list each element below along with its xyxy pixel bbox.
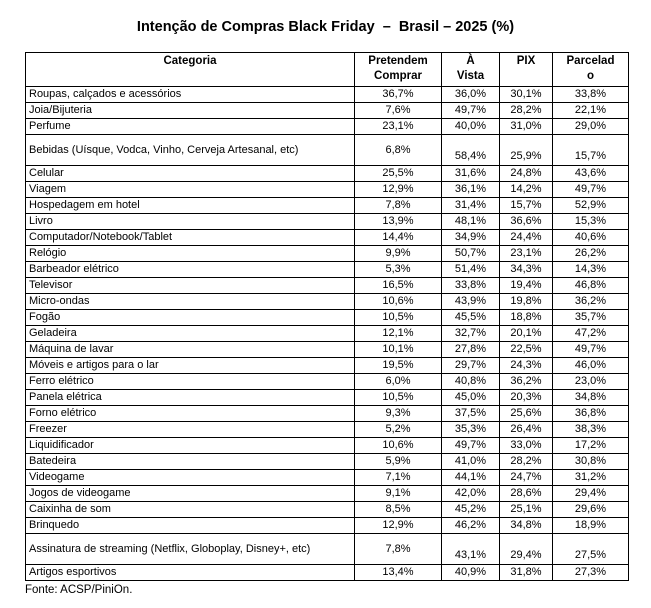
table-row bbox=[26, 87, 629, 103]
category-cell: Ferro elétrico bbox=[26, 374, 355, 390]
value-cell: 36,0% bbox=[442, 87, 500, 103]
value-cell: 28,2% bbox=[500, 103, 553, 119]
value-cell: 9,9% bbox=[355, 246, 442, 262]
table-row bbox=[26, 214, 629, 230]
value-cell: 45,2% bbox=[442, 502, 500, 518]
value-cell: 29,0% bbox=[553, 119, 629, 135]
value-cell: 31,8% bbox=[500, 565, 553, 581]
value-cell: 10,5% bbox=[355, 310, 442, 326]
table-row bbox=[26, 502, 629, 518]
value-cell: 27,5% bbox=[553, 534, 629, 565]
table-row bbox=[26, 342, 629, 358]
value-cell: 29,4% bbox=[553, 486, 629, 502]
value-cell: 46,2% bbox=[442, 518, 500, 534]
value-cell: 36,6% bbox=[500, 214, 553, 230]
value-cell: 15,7% bbox=[500, 198, 553, 214]
value-cell: 49,7% bbox=[553, 342, 629, 358]
value-cell: 20,1% bbox=[500, 326, 553, 342]
value-cell: 19,4% bbox=[500, 278, 553, 294]
category-cell: Hospedagem em hotel bbox=[26, 198, 355, 214]
value-cell: 29,4% bbox=[500, 534, 553, 565]
table-row bbox=[26, 103, 629, 119]
table-row bbox=[26, 454, 629, 470]
value-cell: 36,2% bbox=[553, 294, 629, 310]
category-cell: Videogame bbox=[26, 470, 355, 486]
table-row bbox=[26, 438, 629, 454]
value-cell: 12,9% bbox=[355, 518, 442, 534]
value-cell: 19,5% bbox=[355, 358, 442, 374]
category-cell: Liquidificador bbox=[26, 438, 355, 454]
category-cell: Máquina de lavar bbox=[26, 342, 355, 358]
category-cell: Computador/Notebook/Tablet bbox=[26, 230, 355, 246]
value-cell: 23,1% bbox=[355, 119, 442, 135]
value-cell: 38,3% bbox=[553, 422, 629, 438]
value-cell: 13,4% bbox=[355, 565, 442, 581]
category-cell: Micro-ondas bbox=[26, 294, 355, 310]
value-cell: 25,1% bbox=[500, 502, 553, 518]
value-cell: 12,9% bbox=[355, 182, 442, 198]
category-cell: Fogão bbox=[26, 310, 355, 326]
value-cell: 51,4% bbox=[442, 262, 500, 278]
value-cell: 49,7% bbox=[442, 103, 500, 119]
value-cell: 23,1% bbox=[500, 246, 553, 262]
table-row bbox=[26, 534, 629, 565]
category-cell: Forno elétrico bbox=[26, 406, 355, 422]
value-cell: 36,2% bbox=[500, 374, 553, 390]
table-row bbox=[26, 166, 629, 182]
value-cell: 7,6% bbox=[355, 103, 442, 119]
table-row bbox=[26, 374, 629, 390]
value-cell: 9,1% bbox=[355, 486, 442, 502]
value-cell: 33,0% bbox=[500, 438, 553, 454]
value-cell: 36,7% bbox=[355, 87, 442, 103]
value-cell: 14,2% bbox=[500, 182, 553, 198]
column-header: PIX bbox=[500, 53, 553, 87]
value-cell: 10,6% bbox=[355, 294, 442, 310]
value-cell: 24,8% bbox=[500, 166, 553, 182]
value-cell: 8,5% bbox=[355, 502, 442, 518]
value-cell: 37,5% bbox=[442, 406, 500, 422]
value-cell: 40,9% bbox=[442, 565, 500, 581]
value-cell: 47,2% bbox=[553, 326, 629, 342]
value-cell: 10,1% bbox=[355, 342, 442, 358]
value-cell: 24,3% bbox=[500, 358, 553, 374]
value-cell: 12,1% bbox=[355, 326, 442, 342]
category-cell: Perfume bbox=[26, 119, 355, 135]
column-header: À Vista bbox=[442, 53, 500, 87]
value-cell: 7,8% bbox=[355, 198, 442, 214]
value-cell: 6,8% bbox=[355, 135, 442, 166]
value-cell: 34,3% bbox=[500, 262, 553, 278]
table-row bbox=[26, 470, 629, 486]
table-container bbox=[25, 52, 651, 581]
value-cell: 40,0% bbox=[442, 119, 500, 135]
table-row bbox=[26, 422, 629, 438]
value-cell: 35,7% bbox=[553, 310, 629, 326]
value-cell: 31,4% bbox=[442, 198, 500, 214]
category-cell: Assinatura de streaming (Netflix, Globoplay, Disney+, etc) bbox=[26, 534, 355, 565]
value-cell: 18,8% bbox=[500, 310, 553, 326]
value-cell: 28,2% bbox=[500, 454, 553, 470]
value-cell: 14,4% bbox=[355, 230, 442, 246]
value-cell: 49,7% bbox=[442, 438, 500, 454]
page-title: Intenção de Compras Black Friday – Brasil – 2025 (%) bbox=[136, 19, 515, 35]
value-cell: 34,9% bbox=[442, 230, 500, 246]
table-row bbox=[26, 262, 629, 278]
value-cell: 25,6% bbox=[500, 406, 553, 422]
category-cell: Relógio bbox=[26, 246, 355, 262]
value-cell: 36,8% bbox=[553, 406, 629, 422]
value-cell: 22,5% bbox=[500, 342, 553, 358]
value-cell: 24,4% bbox=[500, 230, 553, 246]
table-row bbox=[26, 182, 629, 198]
value-cell: 50,7% bbox=[442, 246, 500, 262]
header-row bbox=[26, 53, 629, 87]
table-row bbox=[26, 486, 629, 502]
value-cell: 45,0% bbox=[442, 390, 500, 406]
value-cell: 27,3% bbox=[553, 565, 629, 581]
value-cell: 9,3% bbox=[355, 406, 442, 422]
table-row bbox=[26, 230, 629, 246]
table-row bbox=[26, 326, 629, 342]
table-row bbox=[26, 310, 629, 326]
value-cell: 26,2% bbox=[553, 246, 629, 262]
value-cell: 17,2% bbox=[553, 438, 629, 454]
value-cell: 35,3% bbox=[442, 422, 500, 438]
value-cell: 15,3% bbox=[553, 214, 629, 230]
value-cell: 28,6% bbox=[500, 486, 553, 502]
value-cell: 25,5% bbox=[355, 166, 442, 182]
value-cell: 33,8% bbox=[442, 278, 500, 294]
value-cell: 32,7% bbox=[442, 326, 500, 342]
value-cell: 14,3% bbox=[553, 262, 629, 278]
purchase-intent-table bbox=[25, 52, 629, 581]
value-cell: 44,1% bbox=[442, 470, 500, 486]
value-cell: 41,0% bbox=[442, 454, 500, 470]
value-cell: 40,6% bbox=[553, 230, 629, 246]
value-cell: 33,8% bbox=[553, 87, 629, 103]
value-cell: 30,8% bbox=[553, 454, 629, 470]
category-cell: Panela elétrica bbox=[26, 390, 355, 406]
value-cell: 16,5% bbox=[355, 278, 442, 294]
column-header: Parcelad o bbox=[553, 53, 629, 87]
source-note: Fonte: ACSP/PiniOn. bbox=[25, 584, 133, 596]
category-cell: Celular bbox=[26, 166, 355, 182]
column-header: Categoria bbox=[26, 53, 355, 87]
value-cell: 25,9% bbox=[500, 135, 553, 166]
table-row bbox=[26, 518, 629, 534]
table-row bbox=[26, 565, 629, 581]
value-cell: 31,2% bbox=[553, 470, 629, 486]
value-cell: 26,4% bbox=[500, 422, 553, 438]
table-row bbox=[26, 278, 629, 294]
value-cell: 13,9% bbox=[355, 214, 442, 230]
table-row bbox=[26, 246, 629, 262]
value-cell: 46,0% bbox=[553, 358, 629, 374]
table-body bbox=[26, 87, 629, 581]
table-row bbox=[26, 294, 629, 310]
value-cell: 42,0% bbox=[442, 486, 500, 502]
table-row bbox=[26, 135, 629, 166]
value-cell: 43,1% bbox=[442, 534, 500, 565]
value-cell: 23,0% bbox=[553, 374, 629, 390]
table-row bbox=[26, 358, 629, 374]
value-cell: 29,6% bbox=[553, 502, 629, 518]
value-cell: 34,8% bbox=[500, 518, 553, 534]
value-cell: 27,8% bbox=[442, 342, 500, 358]
category-cell: Bebidas (Uísque, Vodca, Vinho, Cerveja Artesanal, etc) bbox=[26, 135, 355, 166]
value-cell: 20,3% bbox=[500, 390, 553, 406]
value-cell: 34,8% bbox=[553, 390, 629, 406]
value-cell: 7,8% bbox=[355, 534, 442, 565]
category-cell: Livro bbox=[26, 214, 355, 230]
value-cell: 24,7% bbox=[500, 470, 553, 486]
value-cell: 18,9% bbox=[553, 518, 629, 534]
value-cell: 15,7% bbox=[553, 135, 629, 166]
table-head bbox=[26, 53, 629, 87]
value-cell: 5,9% bbox=[355, 454, 442, 470]
value-cell: 22,1% bbox=[553, 103, 629, 119]
category-cell: Jogos de videogame bbox=[26, 486, 355, 502]
table-row bbox=[26, 406, 629, 422]
table-row bbox=[26, 198, 629, 214]
value-cell: 6,0% bbox=[355, 374, 442, 390]
value-cell: 31,0% bbox=[500, 119, 553, 135]
category-cell: Brinquedo bbox=[26, 518, 355, 534]
value-cell: 5,3% bbox=[355, 262, 442, 278]
category-cell: Joia/Bijuteria bbox=[26, 103, 355, 119]
value-cell: 43,6% bbox=[553, 166, 629, 182]
category-cell: Artigos esportivos bbox=[26, 565, 355, 581]
value-cell: 30,1% bbox=[500, 87, 553, 103]
value-cell: 43,9% bbox=[442, 294, 500, 310]
category-cell: Televisor bbox=[26, 278, 355, 294]
value-cell: 10,6% bbox=[355, 438, 442, 454]
value-cell: 49,7% bbox=[553, 182, 629, 198]
value-cell: 52,9% bbox=[553, 198, 629, 214]
table-row bbox=[26, 119, 629, 135]
column-header: Pretendem Comprar bbox=[355, 53, 442, 87]
table-row bbox=[26, 390, 629, 406]
category-cell: Geladeira bbox=[26, 326, 355, 342]
category-cell: Viagem bbox=[26, 182, 355, 198]
category-cell: Roupas, calçados e acessórios bbox=[26, 87, 355, 103]
value-cell: 45,5% bbox=[442, 310, 500, 326]
category-cell: Freezer bbox=[26, 422, 355, 438]
value-cell: 40,8% bbox=[442, 374, 500, 390]
value-cell: 58,4% bbox=[442, 135, 500, 166]
category-cell: Móveis e artigos para o lar bbox=[26, 358, 355, 374]
category-cell: Barbeador elétrico bbox=[26, 262, 355, 278]
category-cell: Batedeira bbox=[26, 454, 355, 470]
value-cell: 19,8% bbox=[500, 294, 553, 310]
value-cell: 7,1% bbox=[355, 470, 442, 486]
category-cell: Caixinha de som bbox=[26, 502, 355, 518]
value-cell: 5,2% bbox=[355, 422, 442, 438]
value-cell: 29,7% bbox=[442, 358, 500, 374]
value-cell: 31,6% bbox=[442, 166, 500, 182]
value-cell: 36,1% bbox=[442, 182, 500, 198]
value-cell: 48,1% bbox=[442, 214, 500, 230]
value-cell: 10,5% bbox=[355, 390, 442, 406]
value-cell: 46,8% bbox=[553, 278, 629, 294]
